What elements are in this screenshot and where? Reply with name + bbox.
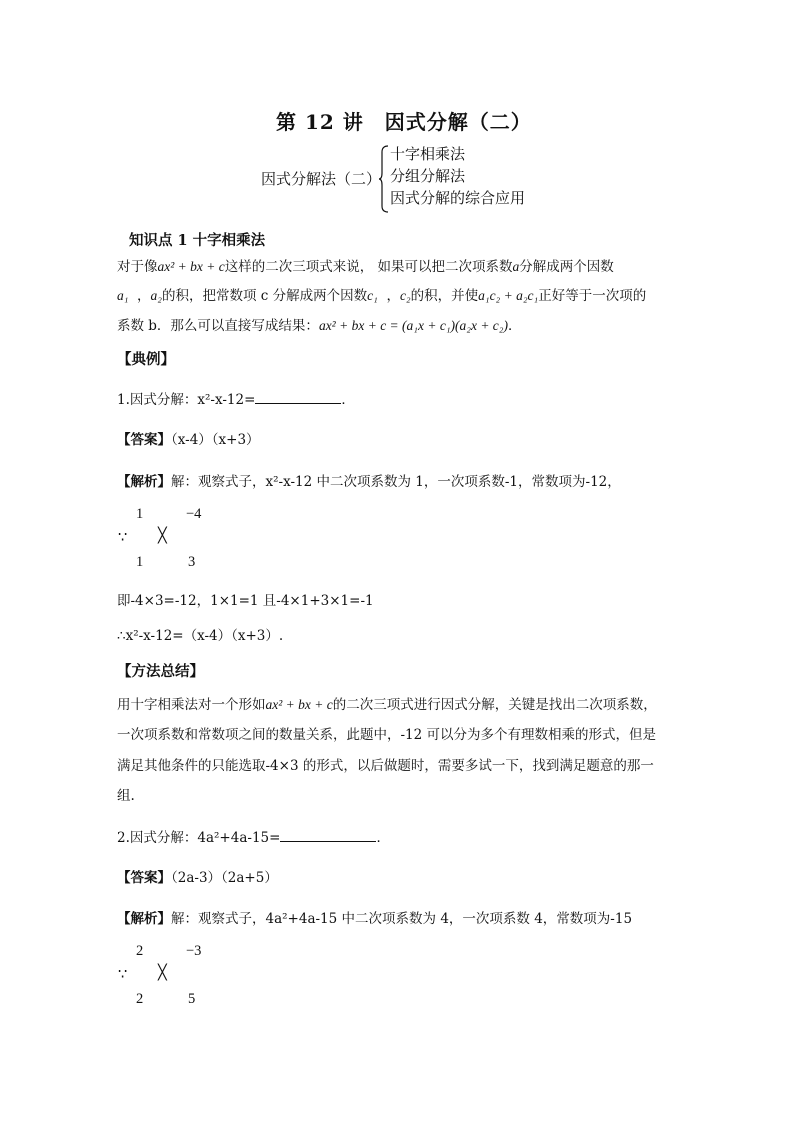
formula: ax² + bx + c = (a₁x + c₁)(a₂x + c₂): [318, 318, 508, 333]
formula: c₂: [399, 288, 411, 303]
text: ．: [341, 392, 355, 408]
formula: a₂: [150, 288, 162, 303]
conclusion-line: ∴x²-x-12=（x-4）（x+3）.: [117, 628, 284, 644]
answer-blank: [280, 829, 376, 842]
analysis-line: [117, 470, 621, 490]
answer-label: 【答案】: [117, 432, 171, 448]
because-symbol: ∵: [118, 967, 128, 983]
analysis-label: 【解析】: [117, 474, 171, 490]
analysis-label: 【解析】: [117, 911, 171, 927]
analysis-line: [117, 907, 632, 927]
formula: a: [512, 259, 520, 274]
question-2: [117, 826, 390, 846]
paragraph-line: 组.: [117, 788, 135, 804]
answer-line: [117, 428, 260, 448]
cross-top-left: 2: [136, 943, 144, 959]
cross-bottom-left: 2: [136, 991, 144, 1007]
analysis-text: 解：观察式子，4a²+4a-15 中二次项系数为 4，一次项系数 4，常数项为-15: [171, 911, 633, 927]
section-heading: 知识点 1 十字相乘法: [129, 232, 266, 249]
text: 用十字相乘法对一个形如: [117, 697, 266, 713]
question-text: 1.因式分解：x²-x-12=: [117, 392, 256, 408]
cross-top-left: 1: [136, 506, 144, 522]
paragraph-line: 一次项系数和常数项之间的数量关系，此题中，-12 可以分为多个有理数相乘的形式，但是: [117, 727, 657, 743]
outline-label: 因式分解法（二）: [261, 170, 382, 188]
paragraph-line: [117, 255, 614, 275]
paragraph-line: [117, 693, 657, 713]
text: 分解成两个因数: [519, 259, 614, 275]
text: 这样的二次三项式来说， 如果可以把二次项系数: [224, 259, 513, 275]
text: ．: [376, 830, 390, 846]
page-title: 第 12 讲 因式分解（二）: [276, 110, 532, 134]
outline-item: 分组分解法: [390, 167, 466, 185]
question-1: [117, 388, 355, 408]
text: 正好等于一次项的: [538, 288, 647, 304]
cross-bottom-right: 3: [188, 554, 196, 570]
section-label: 【方法总结】: [117, 663, 204, 680]
formula: c₁: [367, 288, 378, 303]
analysis-text: 解：观察式子，x²-x-12 中二次项系数为 1，一次项系数-1，常数项为-12，: [171, 474, 621, 490]
answer-text: （2a-3）（2a+5）: [171, 870, 278, 886]
paragraph-line: [117, 284, 646, 304]
text: ．: [507, 318, 522, 334]
text: 对于像: [117, 259, 158, 275]
cross-mark-icon: ╳: [158, 528, 167, 544]
paragraph-line: [117, 314, 521, 334]
outline-list: [390, 143, 525, 209]
text: 的二次三项式进行因式分解，关键是找出二次项系数，: [332, 697, 657, 713]
cross-bottom-left: 1: [136, 554, 144, 570]
cross-top-right: −3: [186, 943, 202, 959]
because-symbol: ∵: [118, 530, 128, 546]
outline-item: 因式分解的综合应用: [390, 189, 526, 207]
formula: ax² + bx + c: [157, 259, 225, 274]
text: ，: [137, 288, 151, 304]
reasoning-line: 即-4×3=-12，1×1=1 且-4×1+3×1=-1: [117, 593, 374, 609]
answer-label: 【答案】: [117, 870, 171, 886]
question-text: 2.因式分解：4a²+4a-15=: [117, 830, 281, 846]
formula: a₁c₂ + a₂c₁: [478, 288, 539, 303]
text: ，: [386, 288, 400, 304]
text: 的积，把常数项 c 分解成两个因数: [162, 288, 368, 304]
answer-line: [117, 866, 278, 886]
cross-mark-icon: ╳: [158, 965, 167, 981]
formula: ax² + bx + c: [265, 697, 333, 712]
text: 系数 b．那么可以直接写成结果：: [117, 318, 319, 334]
brace-icon: [378, 144, 390, 214]
cross-top-right: −4: [186, 506, 202, 522]
answer-blank: [255, 391, 341, 404]
answer-text: （x-4）（x+3）: [171, 432, 260, 448]
cross-bottom-right: 5: [188, 991, 196, 1007]
formula: a₁: [117, 288, 129, 303]
paragraph-line: 满足其他条件的只能选取-4×3 的形式，以后做题时，需要多试一下，找到满足题意的那一: [117, 758, 654, 774]
section-label: 【典例】: [117, 351, 175, 368]
text: 的积，并使: [410, 288, 479, 304]
outline-item: 十字相乘法: [390, 145, 466, 163]
